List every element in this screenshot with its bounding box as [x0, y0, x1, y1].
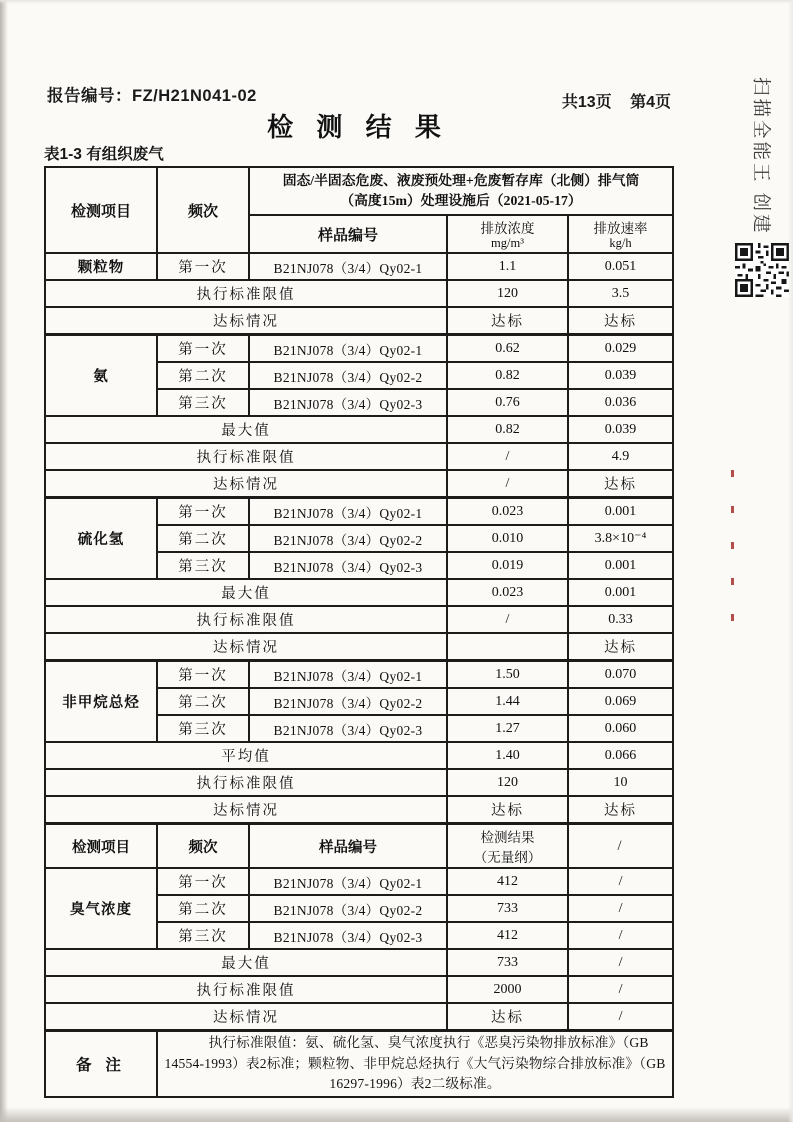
- cell-rate: /: [568, 922, 673, 949]
- cell-rate: /: [568, 868, 673, 895]
- cell-summary-label: 达标情况: [45, 307, 447, 335]
- conc-label: 排放浓度: [480, 221, 535, 236]
- cell-conc: 1.50: [447, 661, 568, 689]
- cell-sample: B21NJ078（3/4）Qy02-1: [249, 661, 447, 689]
- cell-summary-label: 达标情况: [45, 796, 447, 824]
- cell-sample: B21NJ078（3/4）Qy02-1: [249, 253, 447, 280]
- cell-conc: 412: [447, 868, 568, 895]
- results-table: [44, 166, 674, 1098]
- cell-item: 氨: [45, 335, 157, 417]
- cell-conc: 1.44: [447, 688, 568, 715]
- cell-summary-label: 最大值: [45, 416, 447, 443]
- table-row: [45, 949, 673, 976]
- cell-sample: B21NJ078（3/4）Qy02-1: [249, 335, 447, 363]
- cell-sample: B21NJ078（3/4）Qy02-2: [249, 688, 447, 715]
- cell-conc: 0.023: [447, 579, 568, 606]
- source-line-2: （高度15m）处理设施后（2021-05-17）: [340, 193, 582, 208]
- source-line-1: 固态/半固态危废、液废预处理+危废暂存库（北侧）排气筒: [282, 173, 640, 188]
- qr-code: [735, 243, 789, 297]
- remark-label: 备 注: [45, 1031, 157, 1097]
- header-cell-rate: [568, 215, 673, 253]
- cell-rate: /: [568, 949, 673, 976]
- rate-label: 排放速率: [593, 221, 648, 236]
- cell-freq: 第一次: [157, 661, 249, 689]
- table-row: [45, 443, 673, 470]
- cell-rate: 达标: [568, 307, 673, 335]
- table-row: [45, 868, 673, 895]
- table-row: [45, 742, 673, 769]
- cell-rate: 0.069: [568, 688, 673, 715]
- cell-rate: 4.9: [568, 443, 673, 470]
- table-row: [45, 976, 673, 1003]
- cell-freq: 第二次: [157, 688, 249, 715]
- cell-conc: 达标: [447, 1003, 568, 1031]
- cell-sample: B21NJ078（3/4）Qy02-2: [249, 895, 447, 922]
- cell-rate: 0.029: [568, 335, 673, 363]
- cell-freq: 第二次: [157, 362, 249, 389]
- cell-rate: /: [568, 1003, 673, 1031]
- cell-sample: B21NJ078（3/4）Qy02-1: [249, 498, 447, 526]
- cell-rate: 0.051: [568, 253, 673, 280]
- conc-unit: mg/m³: [491, 236, 524, 250]
- cell-conc: 733: [447, 949, 568, 976]
- header-cell-freq: 频次: [157, 167, 249, 253]
- table-row: [45, 307, 673, 335]
- cell-rate: 0.066: [568, 742, 673, 769]
- cell-freq: 第一次: [157, 498, 249, 526]
- cell-conc: /: [447, 443, 568, 470]
- cell-summary-label: 达标情况: [45, 470, 447, 498]
- document-title: 检 测 结 果: [267, 112, 449, 142]
- cell-summary-label: 平均值: [45, 742, 447, 769]
- table-row: [45, 280, 673, 307]
- cell-sample: B21NJ078（3/4）Qy02-3: [249, 922, 447, 949]
- remark-text: 执行标准限值：氨、硫化氢、臭气浓度执行《恶臭污染物排放标准》（GB 14554-1993）表2标准；颗粒物、非甲烷总烃执行《大气污染物综合排放标准》（GB 16297-1996）表2二级标准。: [157, 1031, 673, 1097]
- cell-rate: 0.001: [568, 498, 673, 526]
- scan-edge-top: [0, 0, 793, 4]
- header-cell-result: [447, 824, 568, 869]
- cell-conc: 120: [447, 280, 568, 307]
- header-cell-rate: /: [568, 824, 673, 869]
- table-row: [45, 416, 673, 443]
- cell-conc: 1.40: [447, 742, 568, 769]
- cell-rate: 3.8×10⁻⁴: [568, 525, 673, 552]
- cell-rate: 0.036: [568, 389, 673, 416]
- cell-rate: 3.5: [568, 280, 673, 307]
- cell-item: 硫化氢: [45, 498, 157, 580]
- table-row: [45, 579, 673, 606]
- cell-conc: [447, 633, 568, 661]
- table-row: [45, 606, 673, 633]
- cell-conc: 0.76: [447, 389, 568, 416]
- cell-sample: B21NJ078（3/4）Qy02-3: [249, 389, 447, 416]
- table-row: [45, 661, 673, 689]
- header-cell-item: 检测项目: [45, 824, 157, 869]
- cell-summary-label: 执行标准限值: [45, 976, 447, 1003]
- header-cell-conc: [447, 215, 568, 253]
- scan-edge-bottom: [0, 1107, 793, 1122]
- scan-edge-left: [0, 0, 8, 1122]
- cell-rate: 0.039: [568, 416, 673, 443]
- cell-summary-label: 执行标准限值: [45, 280, 447, 307]
- cell-item: 非甲烷总烃: [45, 661, 157, 743]
- cell-rate: 0.070: [568, 661, 673, 689]
- cell-conc: 1.1: [447, 253, 568, 280]
- cell-conc: 1.27: [447, 715, 568, 742]
- cell-freq: 第一次: [157, 335, 249, 363]
- cell-conc: 733: [447, 895, 568, 922]
- cell-item: 臭气浓度: [45, 868, 157, 949]
- table-row: [45, 498, 673, 526]
- cell-conc: 2000: [447, 976, 568, 1003]
- cell-rate: 达标: [568, 633, 673, 661]
- cell-freq: 第三次: [157, 715, 249, 742]
- cell-rate: 0.001: [568, 552, 673, 579]
- cell-rate: 达标: [568, 470, 673, 498]
- result-label-line-1: 检测结果: [480, 830, 535, 845]
- cell-rate: 10: [568, 769, 673, 796]
- cell-sample: B21NJ078（3/4）Qy02-3: [249, 552, 447, 579]
- rate-unit: kg/h: [609, 236, 632, 250]
- cell-sample: B21NJ078（3/4）Qy02-1: [249, 868, 447, 895]
- cell-rate: /: [568, 895, 673, 922]
- result-label-line-2: （无量纲）: [473, 850, 542, 865]
- cell-summary-label: 执行标准限值: [45, 443, 447, 470]
- remark-row: [45, 1031, 673, 1097]
- cell-sample: B21NJ078（3/4）Qy02-3: [249, 715, 447, 742]
- cell-rate: 0.001: [568, 579, 673, 606]
- cell-summary-label: 执行标准限值: [45, 606, 447, 633]
- cell-freq: 第一次: [157, 868, 249, 895]
- header-cell-item: 检测项目: [45, 167, 157, 253]
- table-row: [45, 253, 673, 280]
- cell-conc: 0.023: [447, 498, 568, 526]
- cell-conc: 0.82: [447, 362, 568, 389]
- cell-freq: 第三次: [157, 922, 249, 949]
- cell-rate: 0.039: [568, 362, 673, 389]
- cell-rate: /: [568, 976, 673, 1003]
- table-row: [45, 470, 673, 498]
- cell-conc: 达标: [447, 307, 568, 335]
- red-scan-mark: [731, 470, 734, 632]
- cell-conc: 412: [447, 922, 568, 949]
- header-cell-source: [249, 167, 673, 215]
- cell-summary-label: 达标情况: [45, 1003, 447, 1031]
- cell-freq: 第一次: [157, 253, 249, 280]
- page-current: 第4页: [630, 94, 671, 111]
- pages-total: 共13页: [561, 94, 612, 111]
- cell-rate: 0.060: [568, 715, 673, 742]
- cell-sample: B21NJ078（3/4）Qy02-2: [249, 362, 447, 389]
- scanner-watermark: 扫描全能王 创建: [751, 77, 772, 236]
- cell-freq: 第二次: [157, 895, 249, 922]
- table-caption: 表1-3 有组织废气: [44, 146, 164, 163]
- cell-conc: 达标: [447, 796, 568, 824]
- cell-freq: 第三次: [157, 389, 249, 416]
- table-row: [45, 633, 673, 661]
- cell-summary-label: 最大值: [45, 949, 447, 976]
- header-cell-sample: 样品编号: [249, 824, 447, 869]
- table-row: [45, 796, 673, 824]
- cell-conc: /: [447, 606, 568, 633]
- cell-summary-label: 最大值: [45, 579, 447, 606]
- table-row: [45, 1003, 673, 1031]
- cell-item: 颗粒物: [45, 253, 157, 280]
- table-header-row-3: [45, 824, 673, 869]
- cell-summary-label: 达标情况: [45, 633, 447, 661]
- table-row: [45, 769, 673, 796]
- cell-rate: 达标: [568, 796, 673, 824]
- cell-freq: 第三次: [157, 552, 249, 579]
- cell-conc: /: [447, 470, 568, 498]
- cell-conc: 120: [447, 769, 568, 796]
- cell-conc: 0.82: [447, 416, 568, 443]
- cell-conc: 0.62: [447, 335, 568, 363]
- cell-conc: 0.019: [447, 552, 568, 579]
- table-header-row-1: [45, 167, 673, 215]
- header-cell-sample: 样品编号: [249, 215, 447, 253]
- cell-freq: 第二次: [157, 525, 249, 552]
- cell-sample: B21NJ078（3/4）Qy02-2: [249, 525, 447, 552]
- cell-conc: 0.010: [447, 525, 568, 552]
- header-cell-freq: 频次: [157, 824, 249, 869]
- report-number: 报告编号：FZ/H21N041-02: [47, 87, 257, 105]
- table-row: [45, 335, 673, 363]
- cell-rate: 0.33: [568, 606, 673, 633]
- cell-summary-label: 执行标准限值: [45, 769, 447, 796]
- scan-edge-right: [788, 0, 793, 1122]
